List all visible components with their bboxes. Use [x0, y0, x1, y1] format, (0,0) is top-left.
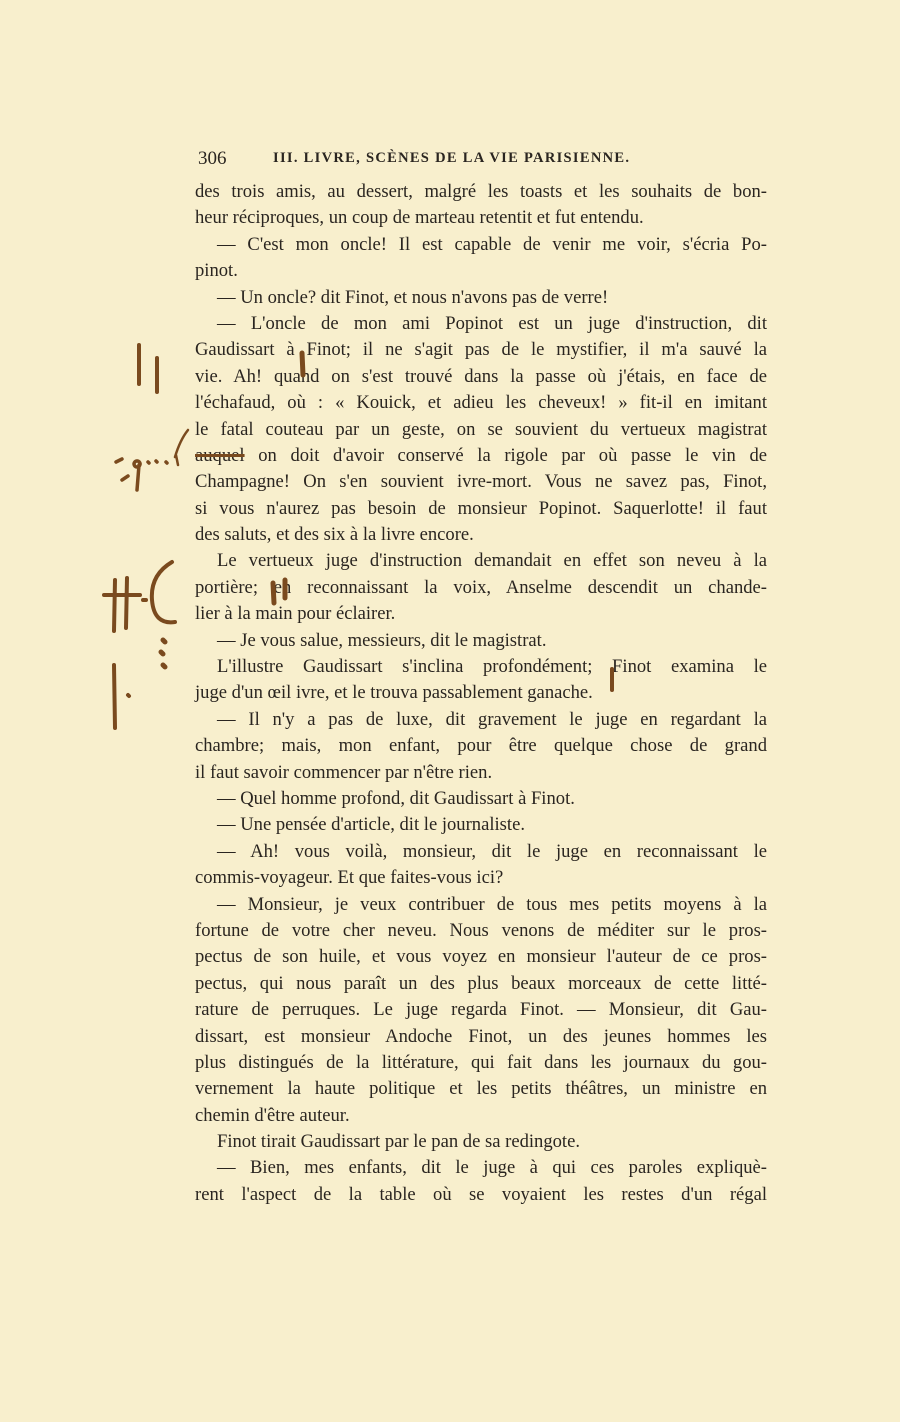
text-line: pectus de son huile, et vous voyez en monsieur l'auteur de ce pros- [195, 946, 767, 968]
text-line: juge d'un œil ivre, et le trouva passablement ganache. [195, 682, 593, 704]
text-line: Champagne! On s'en souvient ivre-mort. Vous ne savez pas, Finot, [195, 471, 767, 493]
text-line: — Il n'y a pas de luxe, dit gravement le juge en regardant la [217, 708, 767, 730]
text-line: des saluts, et des six à la livre encore. [195, 524, 474, 546]
margin-note-a-qui [116, 459, 167, 490]
text-line: commis-voyageur. Et que faites-vous ici? [195, 867, 504, 889]
text-line: si vous n'aurez pas besoin de monsieur Popinot. Saquerlotte! il faut [195, 497, 767, 519]
margin-mark-bars [139, 345, 157, 392]
text-line: chambre; mais, mon enfant, pour être quelque chose de grand [195, 735, 767, 757]
text-line: heur réciproques, un coup de marteau retentit et fut entendu. [195, 207, 644, 229]
text-line: l'échafaud, où : « Kouick, et adieu les cheveux! » fit-il en imitant [195, 392, 767, 414]
margin-mark-bar-dot [114, 665, 129, 728]
text-line: rature de perruques. Le juge regarda Finot. — Monsieur, dit Gau- [195, 999, 767, 1021]
text-line: — Ah! vous voilà, monsieur, dit le juge en reconnaissant le [217, 840, 767, 862]
text-line: des trois amis, au dessert, malgré les toasts et les souhaits de bon- [195, 181, 767, 202]
text-line: il faut savoir commencer par n'être rien. [195, 761, 493, 783]
struck-word: auquel [195, 444, 245, 466]
text-line: fortune de votre cher neveu. Nous venons de méditer sur le pros- [195, 919, 767, 941]
text-line: — Quel homme profond, dit Gaudissart à Finot. [217, 787, 575, 809]
text-line: vernement la haute politique et les petits théâtres, un ministre en [195, 1078, 767, 1100]
text-line: dissart, est monsieur Andoche Finot, un des jeunes hommes les [195, 1025, 767, 1047]
text-line: vie. Ah! quand on s'est trouvé dans la passe où j'étais, en face de [195, 365, 767, 387]
text-line: — Je vous salue, messieurs, dit le magistrat. [217, 629, 547, 651]
text-line: pinot. [195, 260, 238, 282]
text-line: — Une pensée d'article, dit le journaliste. [217, 814, 525, 836]
text-line: plus distingués de la littérature, qui fait dans les journaux du gou- [195, 1051, 767, 1073]
text-line: auquel on doit d'avoir conservé la rigole par où passe le vin de [195, 444, 767, 466]
insert-semicolon-2 [273, 580, 285, 603]
margin-colon [161, 640, 165, 667]
text-line: le fatal couteau par un geste, on se souvient du vertueux magistrat [195, 418, 767, 440]
text-line: — L'oncle de mon ami Popinot est un juge d'instruction, dit [217, 312, 767, 334]
margin-mark-paren [175, 430, 188, 465]
text-line: lier à la main pour éclairer. [195, 603, 396, 625]
text-line: — Bien, mes enfants, dit le juge à qui ces paroles expliquè- [217, 1157, 767, 1179]
page-number: 306 [198, 148, 227, 169]
text-line: — Un oncle? dit Finot, et nous n'avons pas de verre! [217, 286, 609, 308]
text-line: Finot tirait Gaudissart par le pan de sa redingote. [217, 1131, 580, 1153]
text-line: Gaudissart à Finot; il ne s'agit pas de le mystifier, il m'a sauvé la [195, 339, 767, 361]
text-line: rent l'aspect de la table où se voyaient les restes d'un régal [195, 1183, 767, 1205]
text-line: L'illustre Gaudissart s'inclina profondément; Finot examina le [217, 656, 767, 678]
running-title: III. LIVRE, SCÈNES DE LA VIE PARISIENNE. [273, 150, 631, 166]
insert-semicolon-1 [302, 353, 303, 375]
margin-note-h-c [104, 562, 175, 631]
text-line: pectus, qui nous paraît un des plus beaux morceaux de cette litté- [195, 972, 767, 994]
text-line: portière; en reconnaissant la voix, Anselme descendit un chande- [195, 576, 767, 598]
text-line: — C'est mon oncle! Il est capable de venir me voir, s'écria Po- [217, 233, 767, 255]
text-line: — Monsieur, je veux contribuer de tous mes petits moyens à la [217, 893, 767, 915]
text-line: chemin d'être auteur. [195, 1104, 350, 1126]
text-line: Le vertueux juge d'instruction demandait en effet son neveu à la [217, 550, 767, 572]
